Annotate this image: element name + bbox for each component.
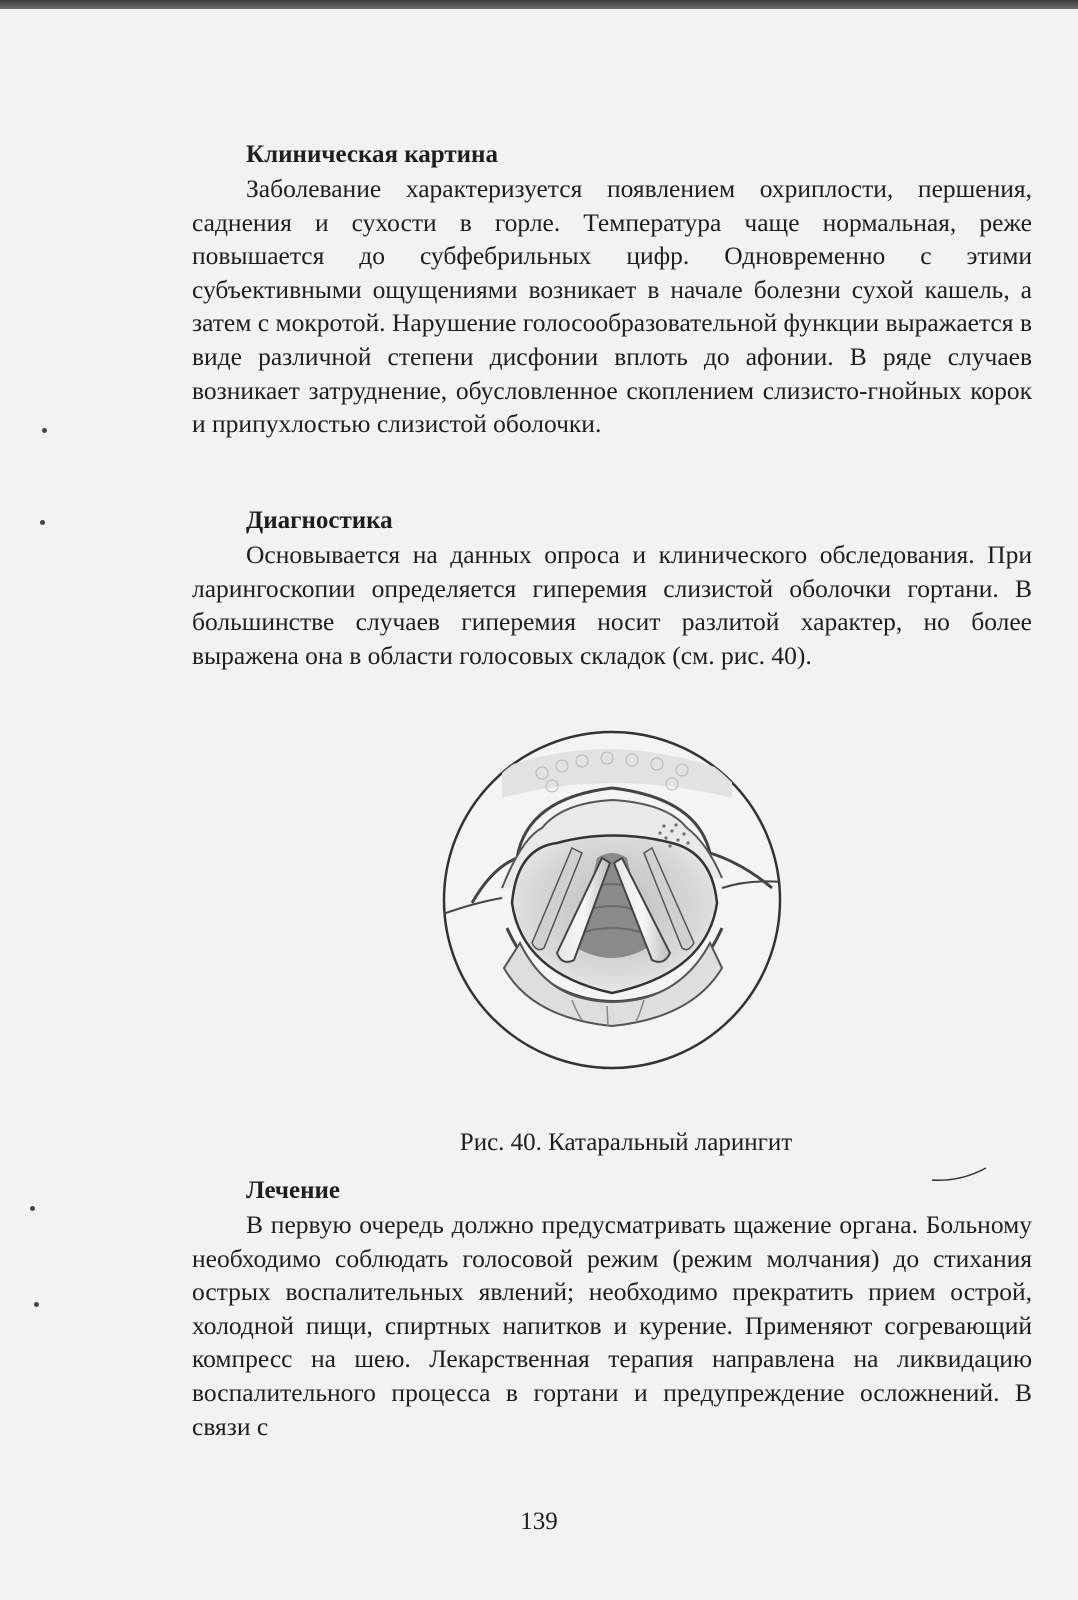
page-number: 139 <box>520 1508 558 1535</box>
scan-speck <box>34 1302 39 1307</box>
paragraph-diagnostics: Основывается на данных опроса и клинического обследования. При ларингоскопии определяется гиперемия слизистой оболочки гортани. В большинстве случаев гиперемия носит разлитой характер, но более выражена она в области голосовых складок (см. рис. 40). <box>192 540 1032 670</box>
larynx-illustration <box>432 728 792 1078</box>
paragraph-treatment: В первую очередь должно предусматривать щажение органа. Больному необходимо соблюдать голосовой режим (режим молчания) до стихания острых воспалительных явлений; необходимо прекратить прием острой, холодной пищи, спиртных напитков и курение. Применяют согревающий компресс на шею. Лекарственная терапия направлена на ликвидацию воспалительного процесса в гортани и предупреждение осложнений. В связи с <box>192 1210 1032 1441</box>
scan-speck <box>40 520 45 525</box>
larynx-illustration-icon <box>432 728 792 1078</box>
scan-speck <box>30 1206 35 1211</box>
scan-mark <box>930 1160 990 1190</box>
figure-caption: Рис. 40. Катаральный ларингит <box>459 1129 793 1156</box>
paragraph-clinical-picture: Заболевание характеризуется появлением охриплости, першения, саднения и сухости в горле. Температура чаще нормальная, реже повышается до субфебрильных цифр. Одновременно с этими субъективными ощущениями возникает в начале болезни сухой кашель, а затем с мокротой. Нарушение голосообразовательной функции выражается в виде различной степени дисфонии вплоть до афонии. В ряде случаев возникает затруднение, обусловленное скоплением слизисто-гнойных корок и припухлостью слизистой оболочки. <box>192 174 1032 439</box>
scan-speck <box>42 428 47 433</box>
page-top-edge <box>0 0 1078 9</box>
heading-clinical-picture: Клиническая картина <box>246 141 498 168</box>
heading-diagnostics: Диагностика <box>246 507 393 534</box>
heading-treatment: Лечение <box>246 1177 341 1204</box>
